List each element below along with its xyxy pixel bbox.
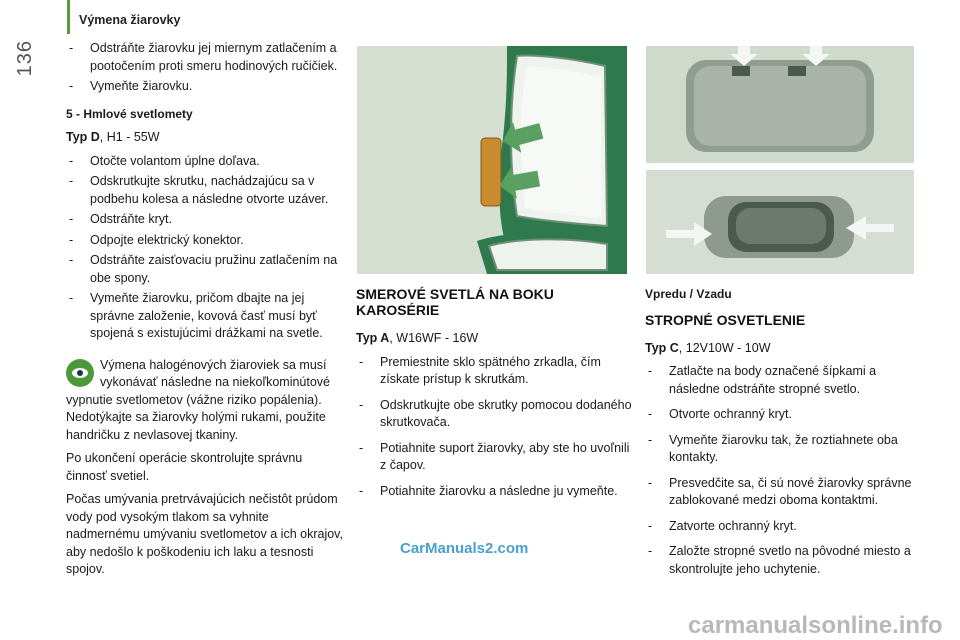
watermark-carmanualsonline: carmanualsonline.info [688,612,943,639]
ceiling-light-top-svg [646,46,914,163]
note-paragraph: Počas umývania pretrvávajúcich nečistôt prúdom vody pod vysokým tlakom sa vyhnite nadmernému umývaniu svetlometov a ich okrajov, aby nedošlo k poškodeniu ich laku a tesnosti spojov. [66,492,343,576]
list-item: - Založte stropné svetlo na pôvodné miesto a skontrolujte jeho uchytenie. [645,543,915,578]
list-item: - Otočte volantom úplne doľava. [66,153,344,171]
fog-steps-list [66,153,344,343]
left-column [66,40,344,585]
list-item: - Otvorte ochranný kryt. [645,406,915,424]
list-item: - Vymeňte žiarovku. [66,78,344,96]
list-item: - Odstráňte zaisťovaciu pružinu zatlačením na obe spony. [66,252,344,287]
list-item: - Vymeňte žiarovku tak, že roztiahnete oba kontakty. [645,432,915,467]
list-item: - Odpojte elektrický konektor. [66,232,344,250]
warning-note [66,357,344,579]
list-item: - Potiahnite suport žiarovky, aby ste ho uvoľnili z čapov. [356,440,632,475]
ceiling-light-steps-list [645,363,915,578]
side-indicator-title: SMEROVÉ SVETLÁ NA BOKU KAROSÉRIE [356,286,554,318]
list-item: - Odstráňte kryt. [66,211,344,229]
fog-type-label: Typ D [66,130,100,144]
note-paragraph: Po ukončení operácie skontrolujte správnu činnosť svetiel. [66,451,303,483]
mid-column [356,286,632,508]
mirror-illustration [357,46,627,274]
right-column [645,286,915,586]
list-item: - Zatvorte ochranný kryt. [645,518,915,536]
ceiling-light-type-value: , 12V10W - 10W [678,340,771,355]
list-item: - Premiestnite sklo spätného zrkadla, čím získate prístup k skrutkám. [356,354,632,389]
note-text: Výmena halogénových žiaroviek sa musí vykonávať následne na niekoľkominútové vypnutie svetlometov (vážne riziko popálenia). Nedotýkajte sa žiarovky holými rukami, použite handričku z nevlasovej tkaniny. [66,357,331,442]
side-indicator-type-line [356,330,632,348]
mirror-illustration-svg [357,46,627,274]
fog-type-line [66,129,344,147]
side-indicator-type-label: Typ A [356,331,390,345]
intro-steps-list [66,40,344,96]
header-accent-bar [67,0,70,34]
watermark-carmanuals: CarManuals2.com [400,540,529,557]
list-item: - Potiahnite žiarovku a následne ju vymeňte. [356,483,632,501]
list-item: - Zatlačte na body označené šípkami a následne odstráňte stropné svetlo. [645,363,915,398]
list-item: - Odskrutkujte skrutku, nachádzajúcu sa v podbehu kolesa a následne otvorte uzáver. [66,173,344,208]
section-header-title: Výmena žiarovky [79,13,181,27]
list-item: - Vymeňte žiarovku, pričom dbajte na jej správne založenie, kovová časť musí byť spojená s existujúcimi drážkami na svetle. [66,290,344,343]
list-item: - Odstráňte žiarovku jej miernym zatlačením a pootočením proti smeru hodinových ručičiek. [66,40,344,75]
side-indicator-type-value: , W16WF - 16W [389,331,479,345]
ceiling-light-type-line [645,340,915,358]
ceiling-light-type-label: Typ C [645,340,679,355]
fog-type-value: , H1 - 55W [99,130,160,144]
page-number: 136 [14,40,36,77]
ceiling-light-bottom-svg [646,170,914,274]
eye-warning-icon [66,359,94,387]
side-indicator-steps-list [356,354,632,501]
list-item: - Presvedčite sa, či sú nové žiarovky správne zablokované medzi oboma kontaktmi. [645,475,915,510]
fog-lights-heading: 5 - Hmlové svetlomety [66,106,193,121]
ceiling-light-illustration-top [646,46,914,163]
list-item: - Odskrutkujte obe skrutky pomocou dodaného skrutkovača. [356,397,632,432]
ceiling-light-title: STROPNÉ OSVETLENIE [645,311,806,328]
ceiling-light-illustration-bottom [646,170,914,274]
front-rear-label: Vpredu / Vzadu [645,287,732,301]
